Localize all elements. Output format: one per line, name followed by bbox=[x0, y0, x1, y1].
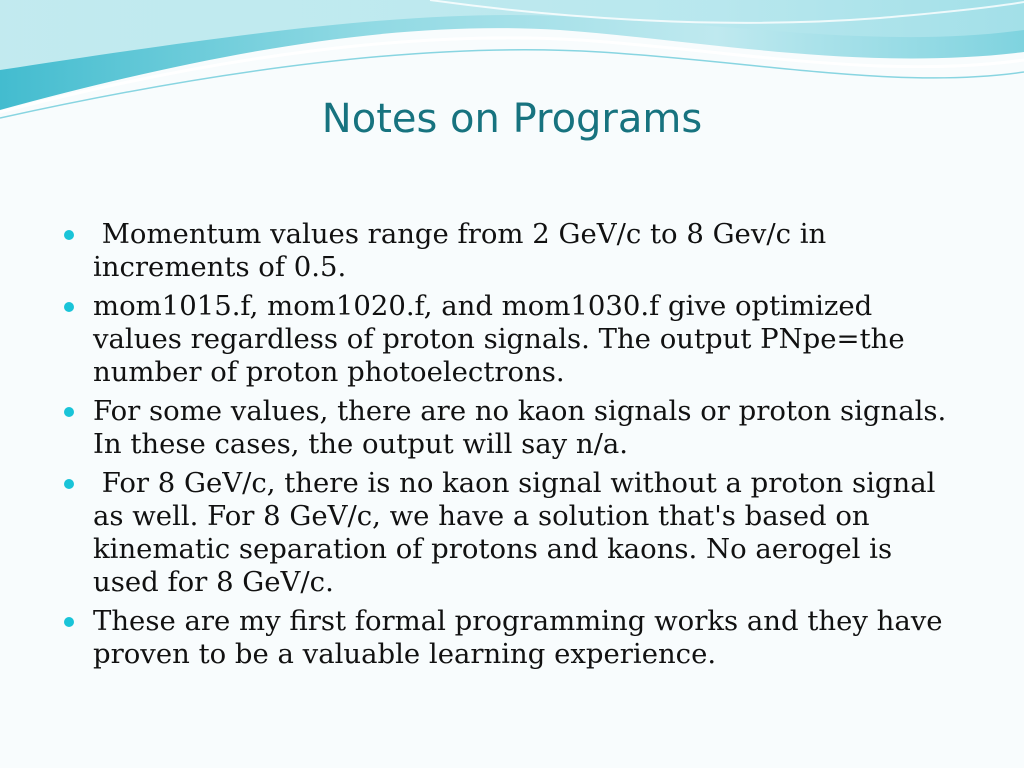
list-item bbox=[64, 218, 954, 284]
bullet-text: mom1015.f, mom1020.f, and mom1030.f give optimized values regardless of proton signals. The output PNpe=the number of proton photoelectrons. bbox=[93, 290, 905, 388]
list-item bbox=[64, 395, 954, 461]
bullet-dot-icon bbox=[64, 407, 74, 417]
bullet-text: These are my first formal programming works and they have proven to be a valuable learning experience. bbox=[93, 605, 943, 670]
list-item bbox=[64, 290, 954, 389]
list-item bbox=[64, 467, 954, 599]
bullet-dot-icon bbox=[64, 617, 74, 627]
bullet-dot-icon bbox=[64, 302, 74, 312]
list-item bbox=[64, 605, 954, 671]
slide-title: Notes on Programs bbox=[321, 96, 703, 142]
bullet-text: Momentum values range from 2 GeV/c to 8 Gev/c in increments of 0.5. bbox=[93, 218, 836, 283]
bullet-text: For some values, there are no kaon signals or proton signals. In these cases, the output will say n/a. bbox=[93, 395, 947, 460]
bullet-dot-icon bbox=[64, 479, 74, 489]
bullet-text: For 8 GeV/c, there is no kaon signal without a proton signal as well. For 8 GeV/c, we have a solution that's based on kinematic separation of protons and kaons. No aerogel is used for 8 GeV/c. bbox=[93, 467, 945, 598]
bullet-list bbox=[64, 218, 954, 677]
bullet-dot-icon bbox=[64, 230, 74, 240]
